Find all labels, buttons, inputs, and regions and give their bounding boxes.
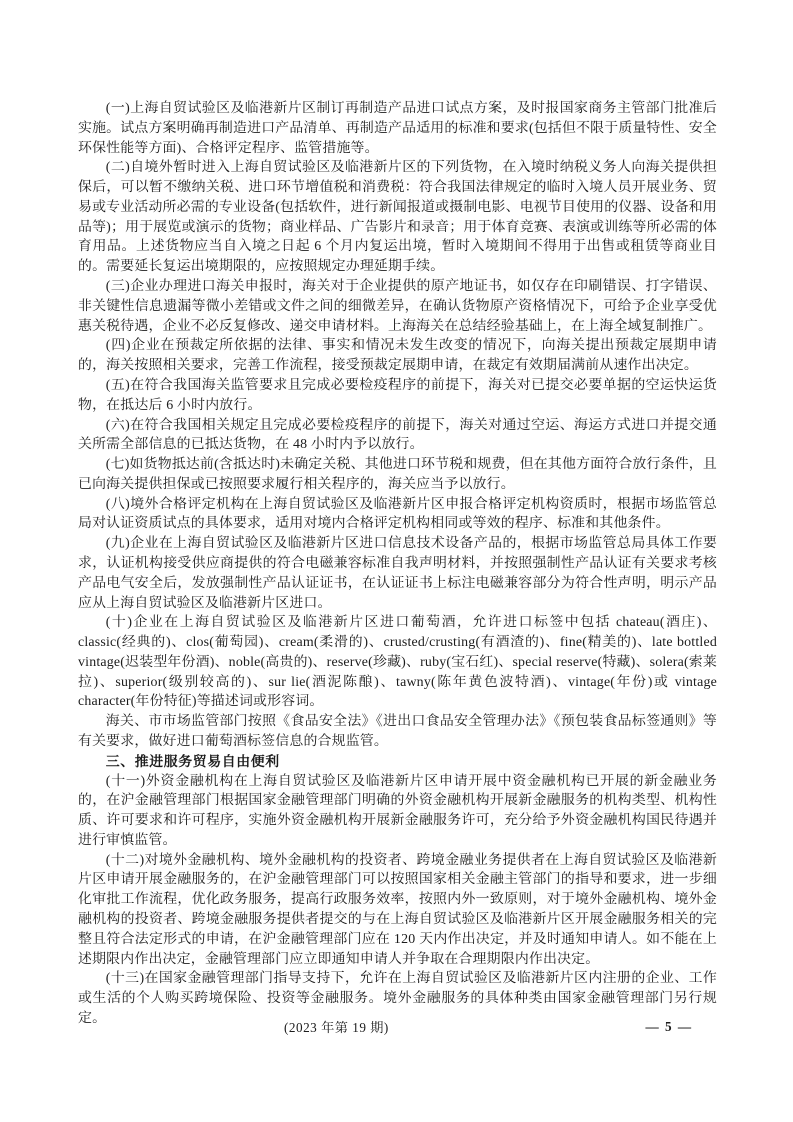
wine-label-regulation-note: 海关、市市场监管部门按照《食品安全法》《进出口食品安全管理办法》《预包装食品标签通则》等有关要求，做好进口葡萄酒标签信息的合规监管。 xyxy=(78,714,717,749)
clause-7: (七)如货物抵达前(含抵达时)未确定关税、其他进口环节税和规费，但在其他方面符合放行条件，且已向海关提供担保或已按照要求履行相关程序的，海关应当予以放行。 xyxy=(78,457,717,492)
clause-1: (一)上海自贸试验区及临港新片区制订再制造产品进口试点方案，及时报国家商务主管部门批准后实施。试点方案明确再制造进口产品清单、再制造产品适用的标准和要求(包括但不限于质量特性、安全环保性能等方面)、合格评定程序、监管措施等。 xyxy=(78,101,717,156)
clause-13: (十三)在国家金融管理部门指导支持下，允许在上海自贸试验区及临港新片区内注册的企业、工作或生活的个人购买跨境保险、投资等金融服务。境外金融服务的具体种类由国家金融管理部门另行规定。 xyxy=(78,971,717,1026)
clause-6: (六)在符合我国相关规定且完成必要检疫程序的前提下，海关对通过空运、海运方式进口并提交通关所需全部信息的已抵达货物，在 48 小时内予以放行。 xyxy=(78,417,717,453)
clause-4: (四)企业在预裁定所依据的法律、事实和情况未发生改变的情况下，向海关提出预裁定展期申请的，海关按照相关要求，完善工作流程，接受预裁定展期申请，在裁定有效期届满前从速作出决定。 xyxy=(78,338,717,374)
footer-issue-label: (2023 年第 19 期) xyxy=(284,1020,389,1035)
clause-3: (三)企业办理进口海关申报时，海关对于企业提供的原产地证书，如仅存在印刷错误、打字错误、非关键性信息遗漏等微小差错或文件之间的细微差异，在确认货物原产资格情况下，可给予企业享受优惠关税待遇，企业不必反复修改、递交申请材料。上海海关在总结经验基础上，在上海全域复制推广。 xyxy=(78,279,717,334)
clause-2: (二)自境外暂时进入上海自贸试验区及临港新片区的下列货物，在入境时纳税义务人向海关提供担保后，可以暂不缴纳关税、进口环节增值税和消费税：符合我国法律规定的临时入境人员开展业务、贸易或专业活动所必需的专业设备(包括软件，进行新闻报道或摄制电影、电视节目使用的仪器、设备和用品等)；用于展览或演示的货物；商业样品、广告影片和录音；用于体育竞赛、表演或训练等所必需的体育用品。上述货物应当自入境之日起 6 个月内复运出境，暂时入境期间不得用于出售或租赁等商业目的。需要延长复运出境期限的，应按照规定办理延期手续。 xyxy=(78,160,717,275)
clause-9: (九)企业在上海自贸试验区及临港新片区进口信息技术设备产品的，根据市场监管总局具体工作要求，认证机构接受供应商提供的符合电磁兼容标准自我声明材料，并按照强制性产品认证有关要求考核产品电气安全后，发放强制性产品认证证书，在认证证书上标注电磁兼容部分为符合性声明，明示产品应从上海自贸试验区及临港新片区进口。 xyxy=(78,536,717,611)
section-heading-services-trade: 三、推进服务贸易自由便利 xyxy=(105,752,280,769)
footer-page-number: — 5 — xyxy=(645,1019,693,1034)
clause-8: (八)境外合格评定机构在上海自贸试验区及临港新片区申报合格评定机构资质时，根据市场监管总局对认证资质试点的具体要求，适用对境内合格评定机构相同或等效的程序、标准和其他条件。 xyxy=(78,496,717,532)
clause-12: (十二)对境外金融机构、境外金融机构的投资者、跨境金融业务提供者在上海自贸试验区及临港新片区申请开展金融服务的，在沪金融管理部门可以按照国家相关金融主管部门的指导和要求，进一步细化审批工作流程，优化政务服务，提高行政服务效率，按照内外一致原则，对于境外金融机构、境外金融机构的投资者、跨境金融服务提供者提交的与在上海自贸试验区及临港新片区开展金融服务相关的完整且符合法定形式的申请，在沪金融管理部门应在 120 天内作出决定，并及时通知申请人。如不能在上述期限内作出决定，金融管理部门应立即通知申请人并争取在合理期限内作出决定。 xyxy=(78,852,717,967)
clause-5: (五)在符合我国海关监管要求且完成必要检疫程序的前提下，海关对已提交必要单据的空运快运货物，在抵达后 6 小时内放行。 xyxy=(78,377,717,413)
clause-11: (十一)外资金融机构在上海自贸试验区及临港新片区申请开展中资金融机构已开展的新金融业务的，在沪金融管理部门根据国家金融管理部门明确的外资金融机构开展新金融服务的机构类型、机构性质、许可要求和许可程序，实施外资金融机构开展新金融服务许可，充分给予外资金融机构国民待遇并进行审慎监管。 xyxy=(78,773,717,848)
document-body xyxy=(78,99,717,1029)
clause-10: (十)企业在上海自贸试验区及临港新片区进口葡萄酒，允许进口标签中包括 chateau(酒庄)、classic(经典的)、clos(葡萄园)、cream(柔滑的)、crusted/crusting(有酒渣的)、fine(精美的)、late bottled vintage(迟装型年份酒)、noble(高贵的)、reserve(珍藏)、ruby(宝石红)、special reserve(特藏)、solera(索莱拉)、superior(级别较高的)、sur lie(酒泥陈酿)、tawny(陈年黄色波特酒)、vintage(年份)或 vintage character(年份特征)等描述词或形容词。 xyxy=(78,615,717,710)
